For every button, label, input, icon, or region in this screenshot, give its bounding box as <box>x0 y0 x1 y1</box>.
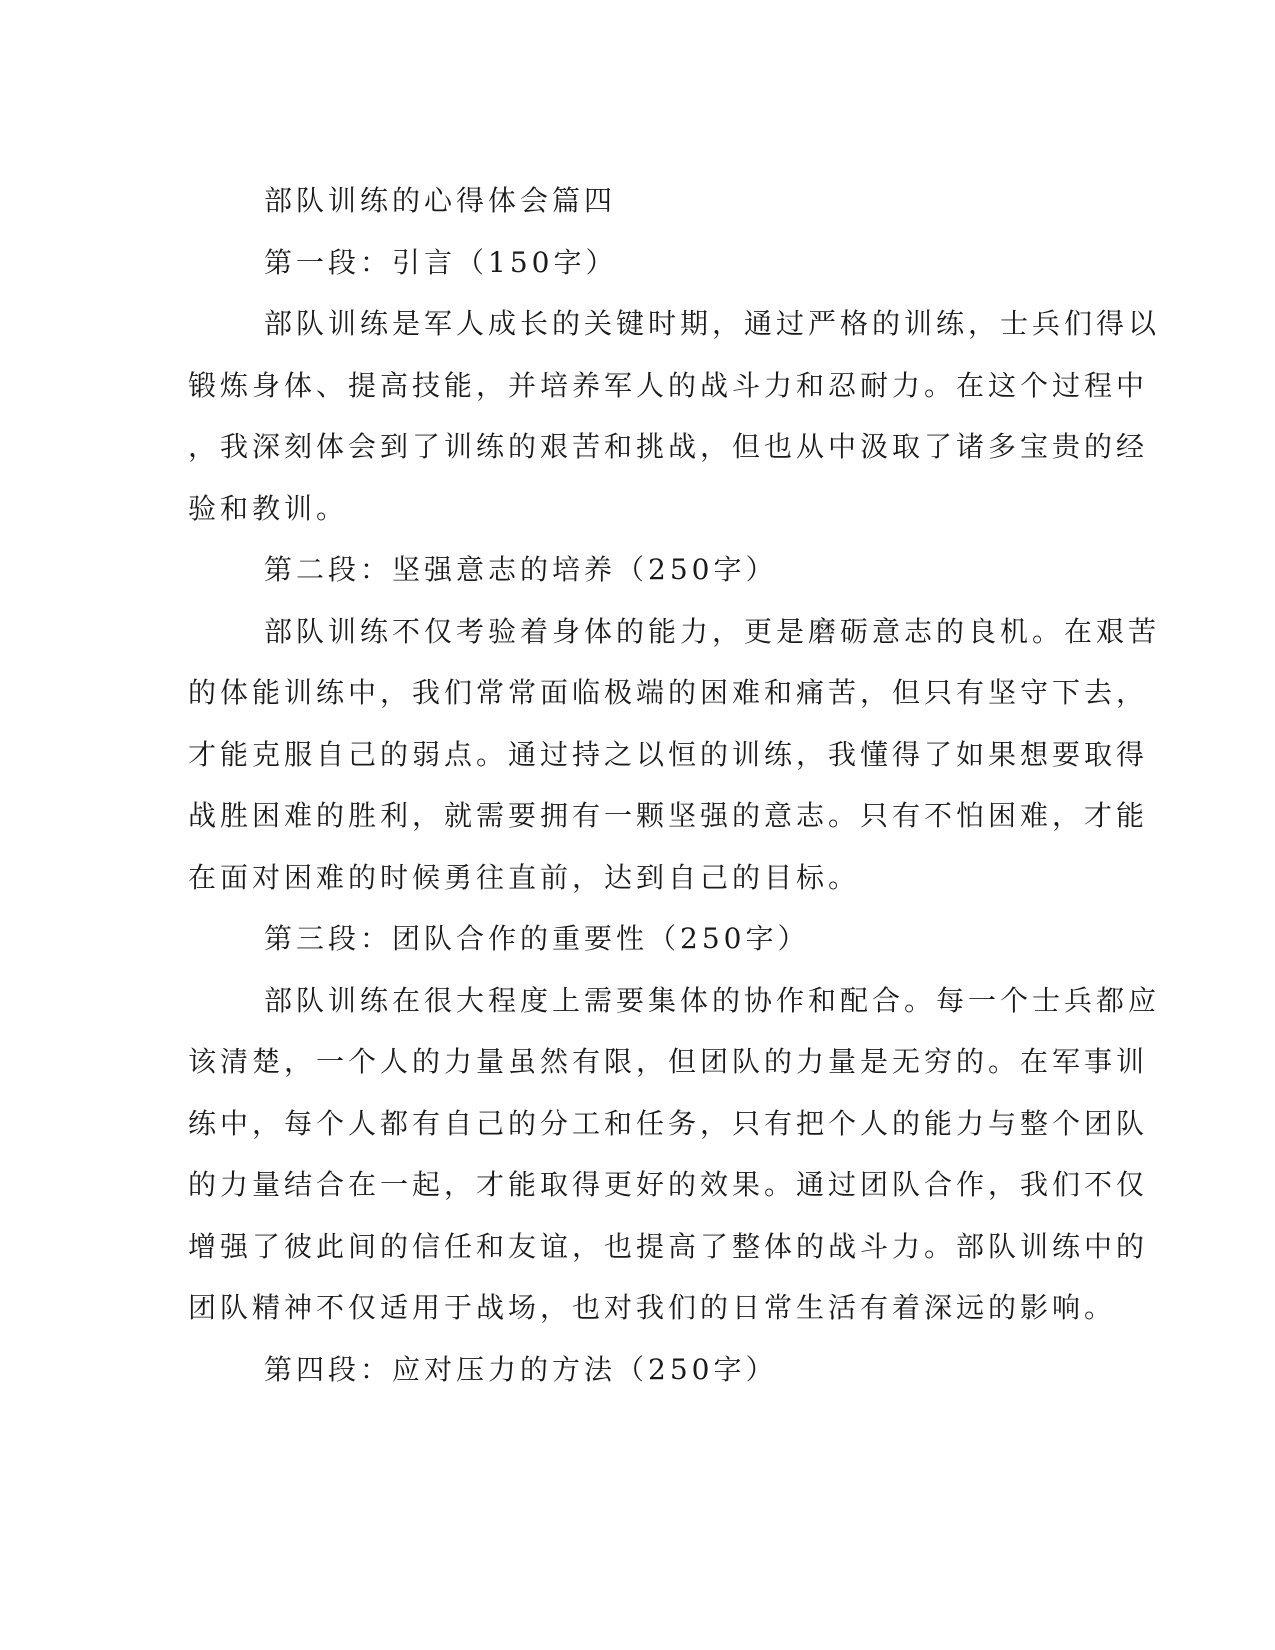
document-title: 部队训练的心得体会篇四 <box>264 184 617 217</box>
paragraph-line: 部队训练在很大程度上需要集体的协作和配合。每一个士兵都应 <box>264 983 1161 1017</box>
section-heading-3: 第三段：团队合作的重要性（250字） <box>264 922 810 955</box>
paragraph-line: 验和教训。 <box>188 491 349 525</box>
paragraph-line: 练中，每个人都有自己的分工和任务，只有把个人的能力与整个团队 <box>188 1106 1149 1140</box>
paragraph-line: 的体能训练中，我们常常面临极端的困难和痛苦，但只有坚守下去， <box>188 676 1149 709</box>
paragraph-line: 团队精神不仅适用于战场，也对我们的日常生活有着深远的影响。 <box>188 1291 1117 1324</box>
document-body <box>188 170 1161 1400</box>
paragraph-line: 部队训练是军人成长的关键时期，通过严格的训练，士兵们得以 <box>264 307 1161 340</box>
section-heading-4: 第四段：应对压力的方法（250字） <box>264 1352 778 1386</box>
paragraph-line: ，我深刻体会到了训练的艰苦和挑战，但也从中汲取了诸多宝贵的经 <box>188 430 1149 463</box>
paragraph-line: 在面对困难的时候勇往直前，达到自己的目标。 <box>188 860 861 894</box>
paragraph-line: 战胜困难的胜利，就需要拥有一颗坚强的意志。只有不怕困难，才能 <box>188 799 1149 832</box>
section-heading-2: 第二段：坚强意志的培养（250字） <box>264 553 778 586</box>
paragraph-line: 该清楚，一个人的力量虽然有限，但团队的力量是无穷的。在军事训 <box>188 1045 1149 1078</box>
paragraph-line: 才能克服自己的弱点。通过持之以恒的训练，我懂得了如果想要取得 <box>188 737 1149 771</box>
paragraph-line: 部队训练不仅考验着身体的能力，更是磨砺意志的良机。在艰苦 <box>264 614 1161 648</box>
paragraph-line: 锻炼身体、提高技能，并培养军人的战斗力和忍耐力。在这个过程中 <box>188 368 1149 402</box>
paragraph-line: 增强了彼此间的信任和友谊，也提高了整体的战斗力。部队训练中的 <box>188 1229 1149 1263</box>
section-heading-1: 第一段：引言（150字） <box>264 245 618 279</box>
paragraph-line: 的力量结合在一起，才能取得更好的效果。通过团队合作，我们不仅 <box>188 1168 1149 1201</box>
